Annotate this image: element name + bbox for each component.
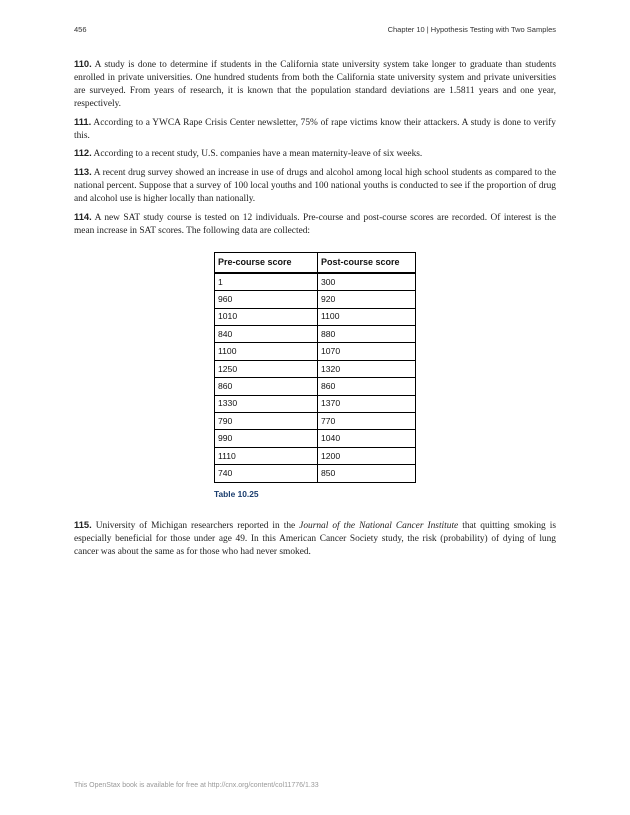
pre-course-cell: 860 [215, 378, 318, 395]
post-course-cell: 1200 [318, 447, 416, 464]
header-pre-course: Pre-course score [215, 252, 318, 273]
table-row [215, 308, 416, 325]
problem-110 [74, 58, 556, 111]
problem-text: University of Michigan researchers reported in the [91, 521, 300, 532]
page-number: 456 [74, 25, 87, 34]
journal-title: Journal of the National Cancer Institute [299, 521, 459, 532]
table-row [215, 465, 416, 482]
post-course-cell: 1040 [318, 430, 416, 447]
pre-course-cell: 1100 [215, 343, 318, 360]
post-course-cell: 1070 [318, 343, 416, 360]
table-row [215, 273, 416, 291]
pre-course-cell: 960 [215, 291, 318, 308]
post-course-cell: 300 [318, 273, 416, 291]
problem-111 [74, 116, 556, 143]
problem-text: A recent drug survey showed an increase in use of drugs and alcohol among local high school students as compared to the national percent. Suppose that a survey of 100 local youths and 100 national youths is conducted to see if the proportion of drug and alcohol use is higher locally than nationally. [74, 168, 556, 205]
post-course-cell: 850 [318, 465, 416, 482]
header-post-course: Post-course score [318, 252, 416, 273]
post-course-cell: 880 [318, 326, 416, 343]
problem-number: 112. [74, 147, 92, 159]
table-row [215, 343, 416, 360]
problem-text: According to a recent study, U.S. companies have a mean maternity-leave of six weeks. [91, 149, 423, 160]
post-course-cell: 770 [318, 413, 416, 430]
pre-course-cell: 1010 [215, 308, 318, 325]
table-header-row [215, 252, 416, 273]
pre-course-cell: 1330 [215, 395, 318, 412]
problem-number: 115. [74, 519, 92, 531]
pre-course-cell: 740 [215, 465, 318, 482]
post-course-cell: 920 [318, 291, 416, 308]
post-course-cell: 1370 [318, 395, 416, 412]
table-row [215, 413, 416, 430]
page-header [74, 25, 556, 37]
table-caption: Table 10.25 [214, 488, 259, 499]
table-row [215, 326, 416, 343]
page-content [74, 58, 556, 564]
page-footer: This OpenStax book is available for free at http://cnx.org/content/col11776/1.33 [74, 782, 319, 789]
post-course-cell: 1100 [318, 308, 416, 325]
problem-115 [74, 519, 556, 559]
post-course-cell: 1320 [318, 360, 416, 377]
pre-course-cell: 990 [215, 430, 318, 447]
problem-113 [74, 166, 556, 206]
problem-112 [74, 147, 556, 161]
problem-text: A study is done to determine if students in the California state university system take longer to graduate than students enrolled in private universities. One hundred students from both the California state university system and private universities are surveyed. From years of research, it is known that the population standard deviations are 1.5811 years and one year, respectively. [74, 60, 556, 109]
pre-course-cell: 790 [215, 413, 318, 430]
pre-course-cell: 1250 [215, 360, 318, 377]
problem-text: A new SAT study course is tested on 12 individuals. Pre-course and post-course scores are recorded. Of interest is the mean increase in SAT scores. The following data are collected: [74, 213, 556, 236]
table-container [214, 252, 416, 501]
pre-course-cell: 840 [215, 326, 318, 343]
problem-number: 114. [74, 211, 92, 223]
problem-number: 113. [74, 166, 92, 178]
problem-text-continued: that quitting smoking is especially beneficial for those under age 49. In this American Cancer Society study, the risk (probability) of dying of lung cancer was about the same as for those who had never smoked. [74, 521, 556, 558]
chapter-title: Chapter 10 | Hypothesis Testing with Two Samples [387, 25, 556, 34]
table-row [215, 360, 416, 377]
table-row [215, 291, 416, 308]
table-row [215, 378, 416, 395]
problem-114 [74, 211, 556, 238]
sat-score-table [214, 252, 416, 483]
problem-number: 110. [74, 58, 92, 69]
problem-number: 111. [74, 115, 92, 127]
pre-course-cell: 1 [215, 273, 318, 291]
table-row [215, 430, 416, 447]
pre-course-cell: 1110 [215, 447, 318, 464]
post-course-cell: 860 [318, 378, 416, 395]
table-row [215, 395, 416, 412]
table-row [215, 447, 416, 464]
problem-text: According to a YWCA Rape Crisis Center newsletter, 75% of rape victims know their attackers. A study is done to verify this. [74, 117, 556, 141]
